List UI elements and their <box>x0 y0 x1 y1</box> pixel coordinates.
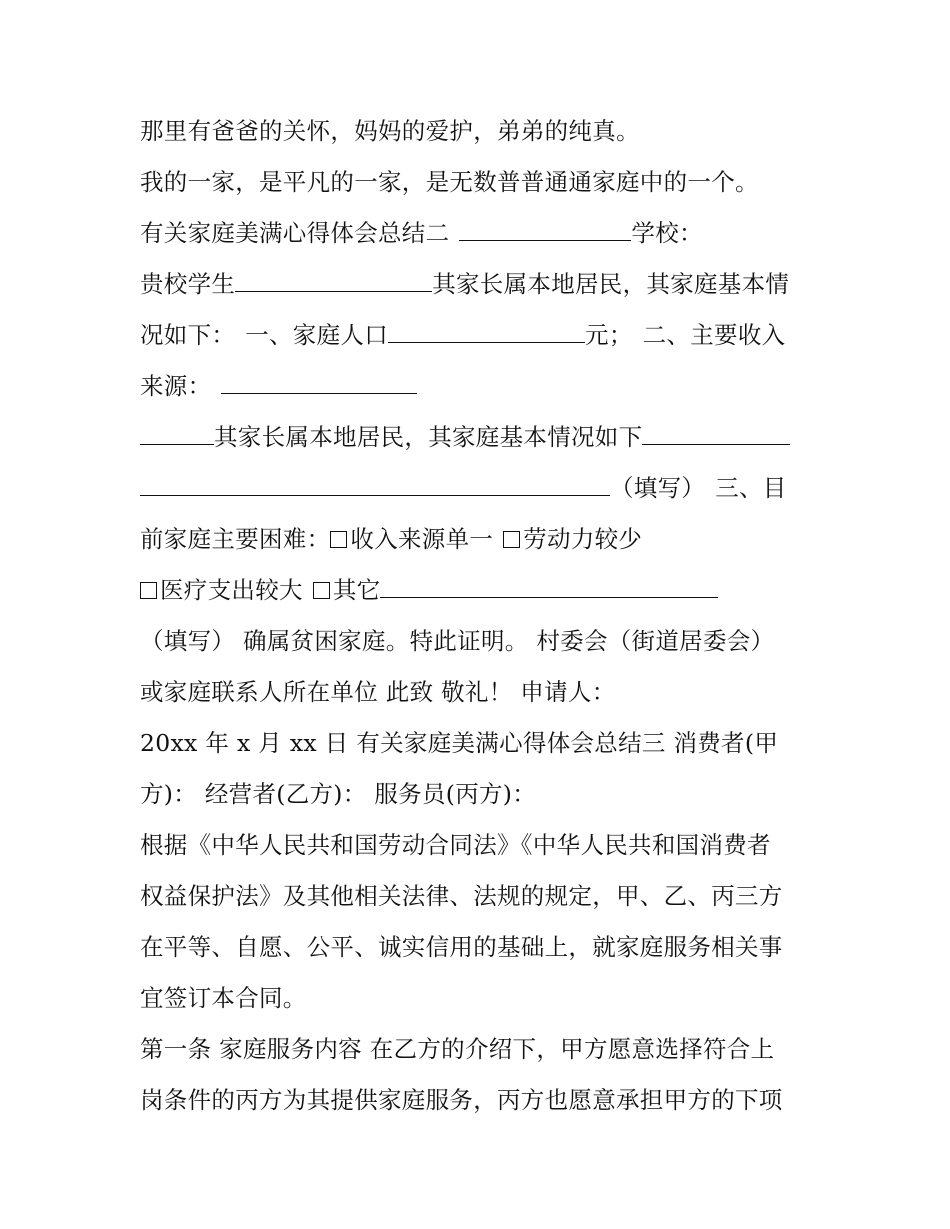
text-line: 根据《中华人民共和国劳动合同法》《中华人民共和国消费者 <box>140 831 771 859</box>
text-line: 在平等、自愿、公平、诚实信用的基础上，就家庭服务相关事 <box>140 933 783 961</box>
text-line <box>140 573 820 607</box>
text-line: 方)： 经营者(乙方)： 服务员(丙方)： <box>140 780 537 808</box>
label-text: 前家庭主要困难： <box>140 525 331 553</box>
label-text: 况如下： <box>140 321 236 349</box>
text-line: 权益保护法》及其他相关法律、法规的规定，甲、乙、丙三方 <box>140 882 783 910</box>
text-line <box>140 216 820 250</box>
text-line <box>140 369 820 403</box>
text-line: 20xx 年 x 月 xx 日 有关家庭美满心得体会总结三 消费者(甲 <box>140 729 779 757</box>
label-text: （填写） <box>610 474 706 502</box>
label-text: 元； <box>585 321 633 349</box>
checkbox-label: 其它 <box>332 576 381 604</box>
text-line <box>140 267 820 301</box>
text-line: 岗条件的丙方为其提供家庭服务，丙方也愿意承担甲方的下项 <box>140 1086 783 1114</box>
label-text: 二、主要收入 <box>642 321 786 349</box>
checkbox[interactable] <box>503 531 520 548</box>
text-line: 那里有爸爸的关怀，妈妈的爱护，弟弟的纯真。 <box>140 117 640 145</box>
checkbox-label: 收入来源单一 <box>350 525 494 553</box>
label-text: 来源： <box>140 372 212 400</box>
blank-underline <box>388 320 585 343</box>
label-text: 贵校学生 <box>140 270 236 298</box>
checkbox[interactable] <box>330 531 347 548</box>
label-text: 三、目 <box>715 474 787 502</box>
blank-underline <box>380 575 718 598</box>
text-line: 第一条 家庭服务内容 在乙方的介绍下，甲方愿意选择符合上 <box>140 1035 775 1063</box>
blank-underline <box>221 371 417 394</box>
blank-underline <box>642 422 790 445</box>
label-text: 其家长属本地居民，其家庭基本情 <box>432 270 790 298</box>
checkbox-label: 医疗支出较大 <box>160 576 303 604</box>
section-heading: 有关家庭美满心得体会总结二 <box>140 219 450 247</box>
text-line <box>140 522 820 556</box>
label-text: 学校： <box>631 219 703 247</box>
label-text: 一、家庭人口 <box>245 321 389 349</box>
text-line: 宜签订本合同。 <box>140 984 307 1012</box>
text-line: 我的一家，是平凡的一家，是无数普普通通家庭中的一个。 <box>140 168 759 196</box>
checkbox[interactable] <box>313 582 330 599</box>
checkbox-label: 劳动力较少 <box>523 525 643 553</box>
checkbox[interactable] <box>140 582 157 599</box>
blank-underline <box>140 473 610 496</box>
text-line <box>140 420 820 454</box>
text-line <box>140 318 820 352</box>
label-text: 其家长属本地居民，其家庭基本情况如下 <box>214 423 643 451</box>
blank-underline <box>459 218 631 241</box>
blank-underline <box>140 422 214 445</box>
text-line: 或家庭联系人所在单位 此致 敬礼！ 申请人： <box>140 678 616 706</box>
text-line <box>140 471 820 505</box>
blank-underline <box>235 269 432 292</box>
text-line: （填写） 确属贫困家庭。特此证明。 村委会（街道居委会） <box>140 627 775 655</box>
